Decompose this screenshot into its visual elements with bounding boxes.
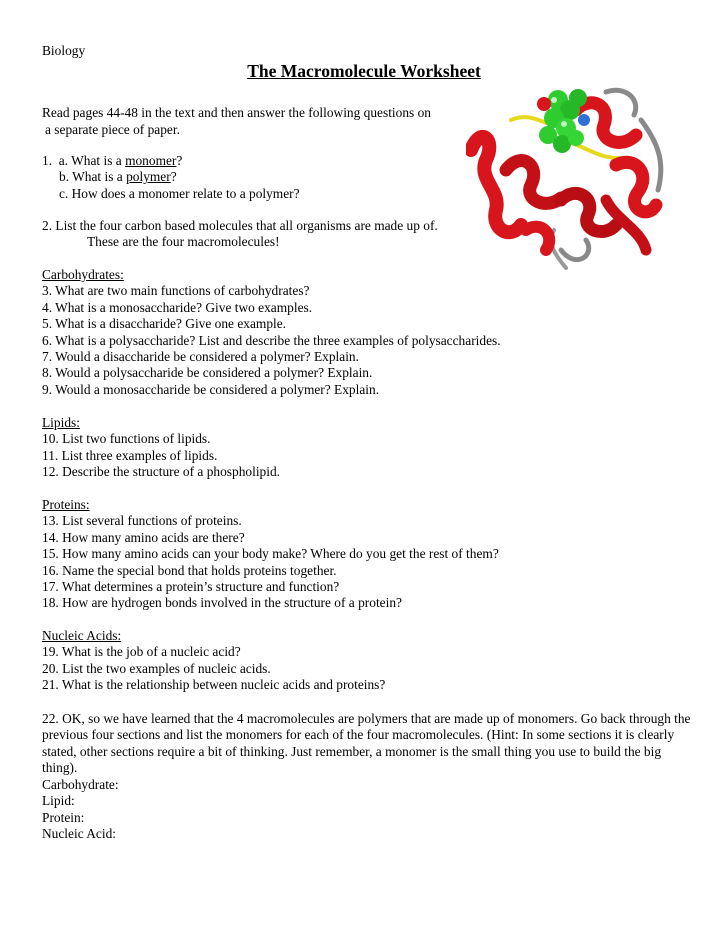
term-polymer: polymer [126,169,171,185]
instructions-line-2: a separate piece of paper. [45,122,180,137]
answer-carbohydrate: Carbohydrate: [42,777,119,792]
section-proteins [42,497,499,612]
answer-nucleic-acid: Nucleic Acid: [42,826,116,842]
question-17: 17. What determines a protein’s structure and function? [42,579,340,595]
question-10: 10. List two functions of lipids. [42,431,211,447]
question-12: 12. Describe the structure of a phospholipid. [42,464,280,480]
section-lipids [42,415,280,481]
question-1 [42,153,300,202]
question-2-line-2: These are the four macromolecules! [87,234,280,250]
question-15: 15. How many amino acids can your body make? Where do you get the rest of them? [42,546,499,562]
question-3: 3. What are two main functions of carbohydrates? [42,283,310,299]
question-22: 22. OK, so we have learned that the 4 macromolecules are polymers that are made up of monomers. Go back through the previous four sections and list the monomers for each of the four macromolecules. (Hint: In some sections it is clearly stated, other sections require a bit of thinking. Just remember, a monomer is the small thing you use to build the big thing). [42,711,691,776]
helix-segment [471,137,521,232]
question-9: 9. Would a monosaccharide be considered a polymer? Explain. [42,381,380,397]
question-11: 11. List three examples of lipids. [42,447,218,463]
loop-segment [561,240,589,260]
section-heading: Proteins: [42,497,90,512]
question-5: 5. What is a disaccharide? Give one example. [42,316,287,332]
protein-structure-illustration [466,80,676,280]
question-20: 20. List the two examples of nucleic acids. [42,660,271,676]
question-16: 16. Name the special bond that holds proteins together. [42,562,337,578]
answer-lipid: Lipid: [42,793,75,809]
question-2-line-1: 2. List the four carbon based molecules that all organisms are made up of. [42,218,438,233]
question-1a: 1. a. What is a monomer? [42,153,183,168]
question-1c: c. How does a monomer relate to a polymer? [59,185,300,201]
section-nucleic-acids [42,628,385,694]
section-carbohydrates [42,267,501,398]
instructions-line-1: Read pages 44-48 in the text and then answer the following questions on [42,105,431,120]
question-18: 18. How are hydrogen bonds involved in the structure of a protein? [42,595,402,611]
answer-protein: Protein: [42,809,85,825]
question-1b: b. What is a polymer? [59,169,177,185]
monomer-answer-list [42,777,119,843]
question-4: 4. What is a monosaccharide? Give two examples. [42,299,313,315]
helix-segment [506,161,561,204]
helix-segment [526,227,549,250]
helix-segment [616,162,656,212]
section-heading: Nucleic Acids: [42,628,122,643]
question-21: 21. What is the relationship between nucleic acids and proteins? [42,677,386,693]
section-heading: Lipids: [42,415,80,430]
question-7: 7. Would a disaccharide be considered a polymer? Explain. [42,349,359,365]
question-8: 8. Would a polysaccharide be considered a polymer? Explain. [42,365,373,381]
question-19: 19. What is the job of a nucleic acid? [42,644,241,660]
subject-label: Biology [42,43,86,58]
term-monomer: monomer [125,153,177,168]
instructions [42,104,431,138]
ligand-spheres [537,89,590,153]
question-13: 13. List several functions of proteins. [42,513,242,529]
worksheet-title: The Macromolecule Worksheet [247,61,481,81]
question-14: 14. How many amino acids are there? [42,529,245,545]
question-6: 6. What is a polysaccharide? List and describe the three examples of polysaccharides. [42,332,501,348]
question-2 [42,218,438,251]
section-heading: Carbohydrates: [42,267,124,282]
